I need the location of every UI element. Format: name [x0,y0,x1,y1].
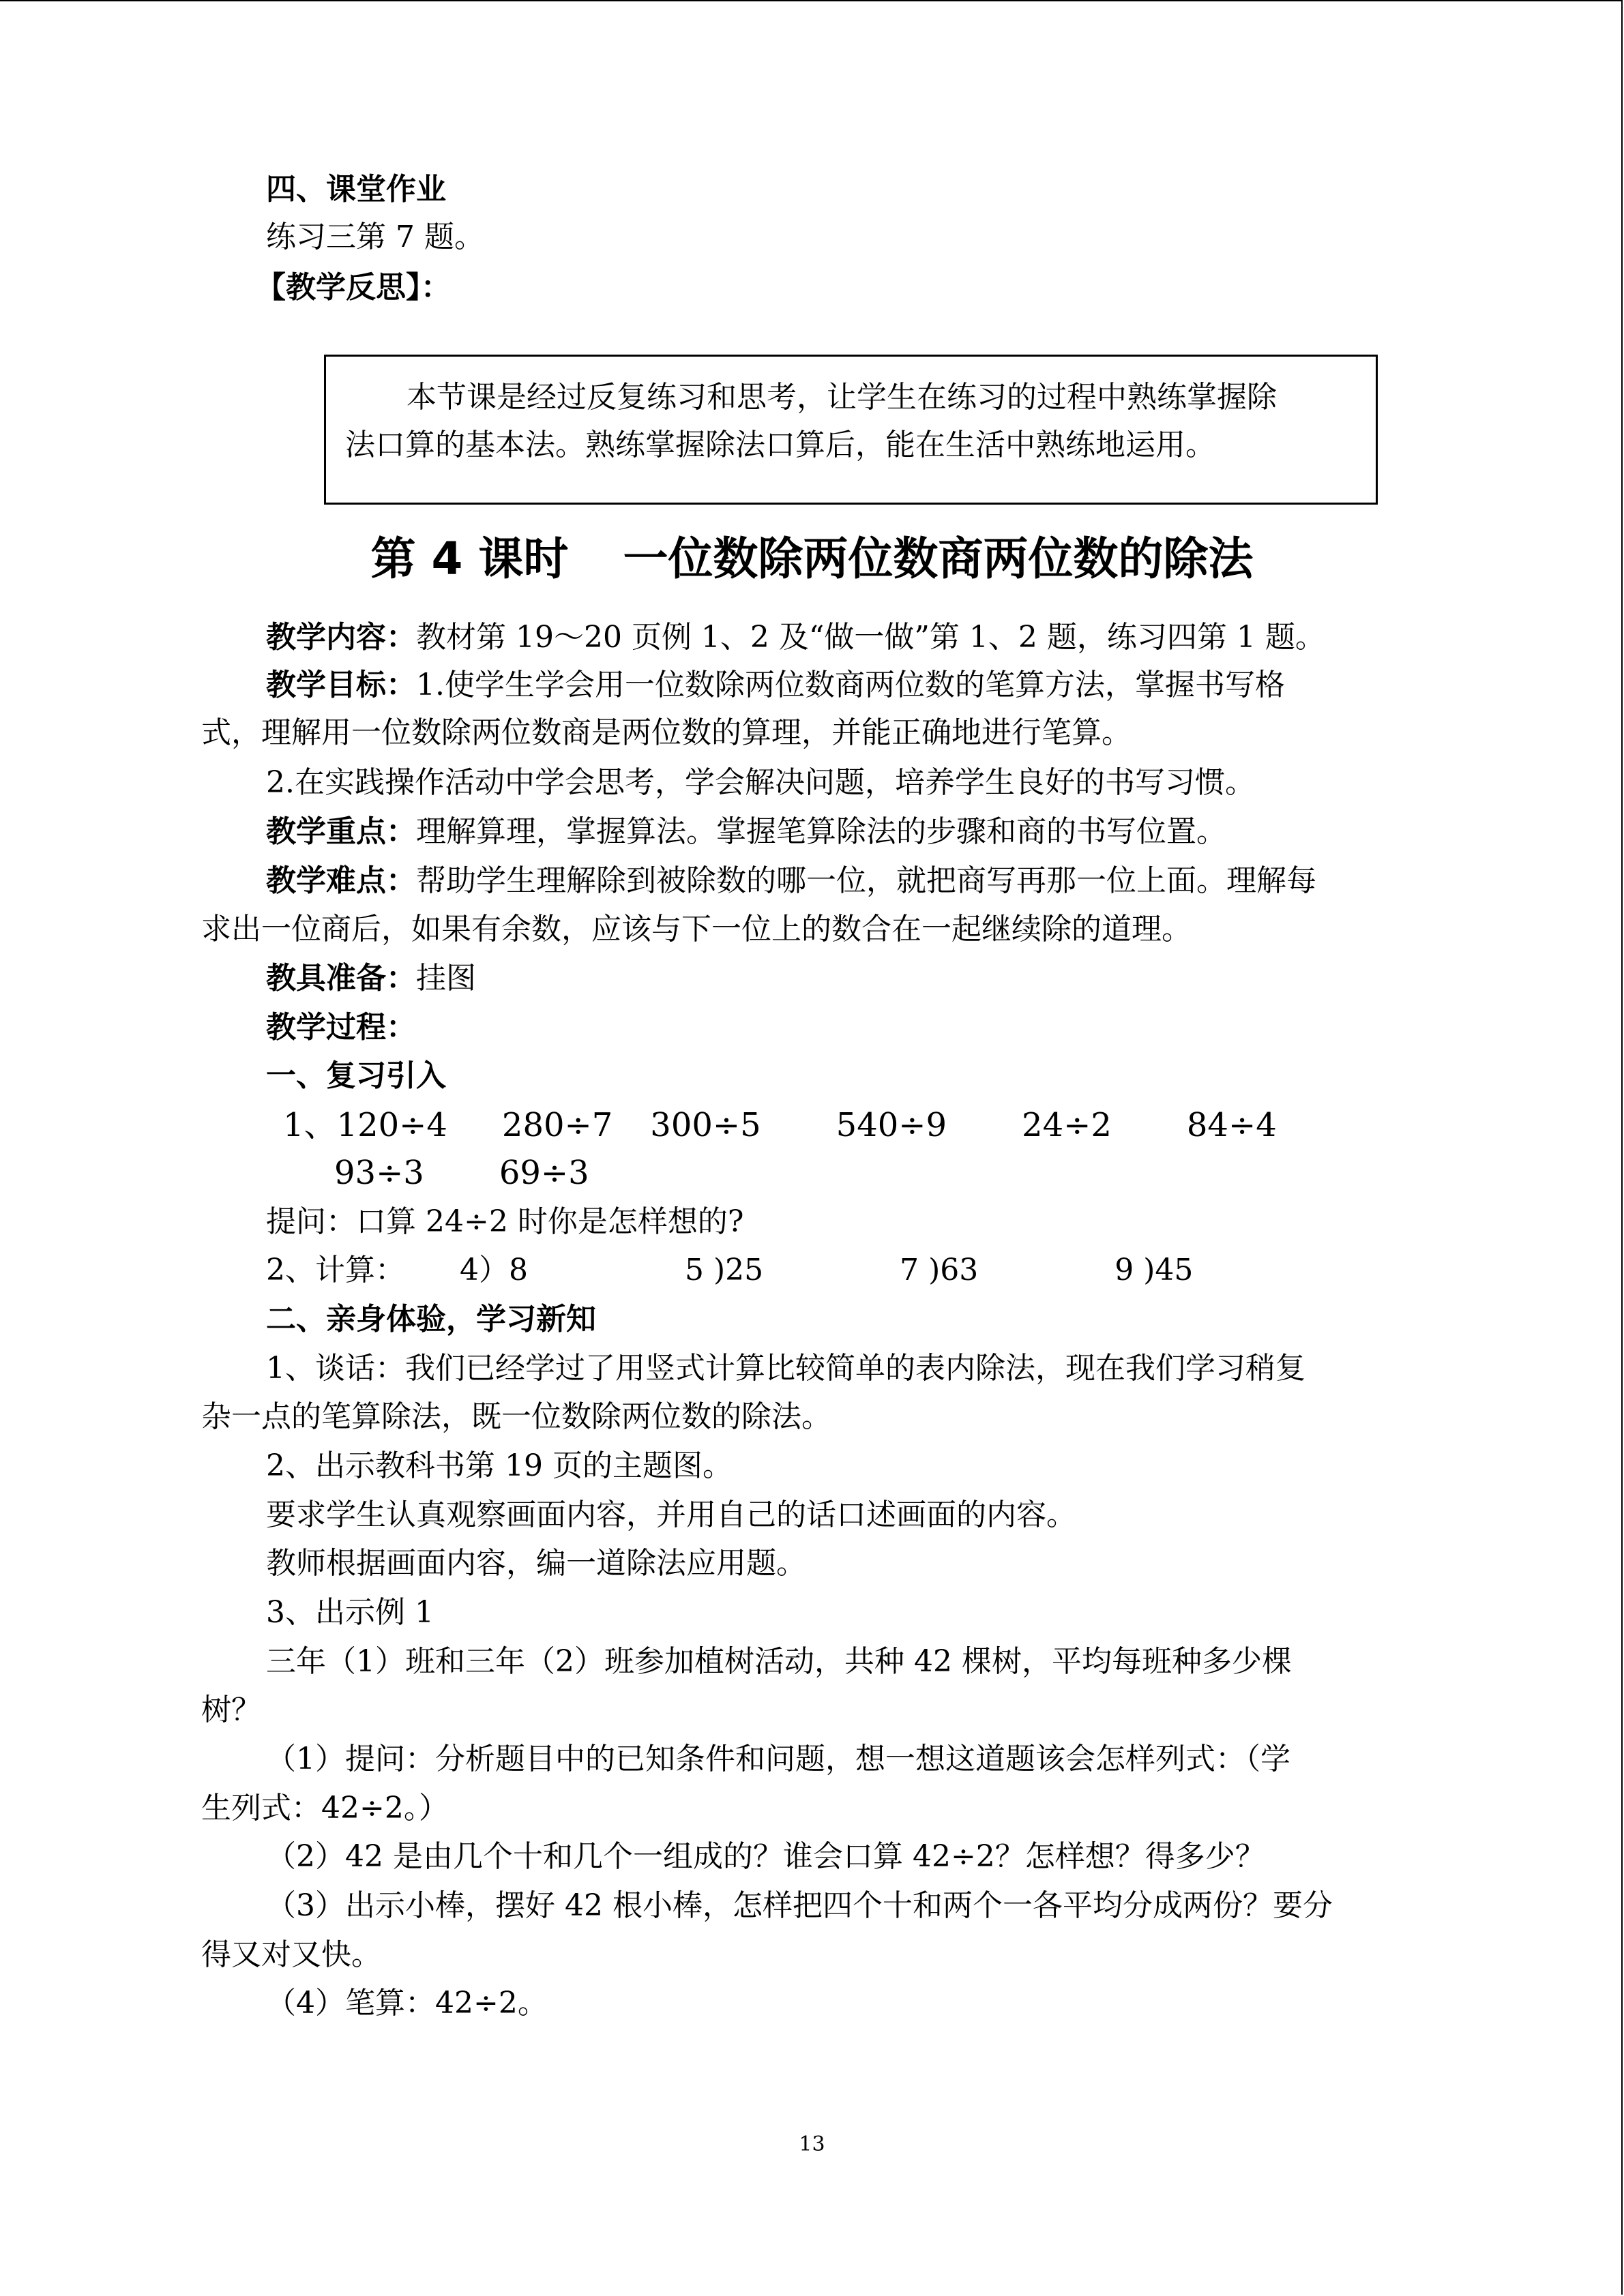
goal-line-1: 1.使学生学会用一位数除两位数商两位数的笔算方法，掌握书写格 [416,668,1285,702]
teaching-difficulty [266,861,1316,901]
review-item: 93÷3 [334,1154,424,1192]
content-label: 教学内容： [266,620,416,655]
teaching-tools [266,958,476,999]
goal-label: 教学目标： [266,668,416,702]
question-4: （4）笔算：42÷2。 [266,1986,548,2021]
teaching-key [266,811,1226,852]
question-3-line-1: （3）出示小棒，摆好 42 根小棒，怎样把四个十和两个一各平均分成两份？要分 [266,1888,1333,1923]
review-calc [266,1250,1193,1291]
difficulty-line-2: 求出一位商后，如果有余数，应该与下一位上的数合在一起继续除的道理。 [201,912,1192,946]
question-2: （2）42 是由几个十和几个一组成的？谁会口算 42÷2？怎样想？得多少？ [266,1839,1265,1874]
tools-text: 挂图 [416,961,476,996]
review-item: 300÷5 [650,1106,761,1144]
review-question: 提问：口算 24÷2 时你是怎样想的? [266,1204,744,1239]
question-1-line-2: 生列式：42÷2。） [201,1791,449,1825]
talk-line-2: 杂一点的笔算除法，既一位数除两位数的除法。 [201,1399,831,1434]
homework-text: 练习三第 7 题。 [266,220,484,254]
page-number: 13 [799,2132,825,2156]
difficulty-line-1: 帮助学生理解除到被除数的哪一位，就把商写再那一位上面。理解每 [416,863,1316,898]
calc-item: 5 )25 [685,1253,764,1287]
teacher-instruction: 教师根据画面内容，编一道除法应用题。 [266,1546,806,1581]
tools-label: 教具准备： [266,961,416,996]
goal-line-2: 式，理解用一位数除两位数商是两位数的算理，并能正确地进行笔算。 [201,715,1132,750]
question-3-line-2: 得又对又快。 [201,1937,381,1972]
review-row1-prefix: 1、 [283,1106,337,1144]
lesson-number: 第 4 课时 [370,533,569,585]
lesson-title [0,528,1624,590]
question-1-line-1: （1）提问：分析题目中的已知条件和问题，想一想这道题该会怎样列式：（学 [266,1742,1290,1776]
reflection-line-1: 本节课是经过反复练习和思考，让学生在练习的过程中熟练掌握除 [407,380,1277,415]
key-label: 教学重点： [266,814,416,849]
reflection-line-2: 法口算的基本法。熟练掌握除法口算后，能在生活中熟练地运用。 [345,428,1215,462]
difficulty-label: 教学难点： [266,863,416,898]
reflection-box [324,355,1378,505]
process-label: 教学过程： [266,1010,416,1045]
review-row-2 [334,1152,589,1193]
calc-item: 9 )45 [1114,1253,1194,1287]
calc-item: 4）8 [460,1253,528,1287]
review-item: 280÷7 [501,1106,613,1144]
show-example: 3、出示例 1 [266,1595,434,1630]
example-line-2: 树？ [201,1693,261,1727]
section4-heading: 四、课堂作业 [266,172,446,207]
lesson-title-text: 一位数除两位数商两位数的除法 [623,533,1254,585]
review-row-1 [283,1105,1277,1146]
review-item: 24÷2 [1022,1106,1112,1144]
section2-heading: 二、亲身体验，学习新知 [266,1302,596,1337]
calc-label: 2、计算： [266,1253,405,1287]
talk-line-1: 1、谈话：我们已经学过了用竖式计算比较简单的表内除法，现在我们学习稍复 [266,1351,1305,1386]
teaching-content [266,617,1325,658]
observe-instruction: 要求学生认真观察画面内容，并用自己的话口述画面的内容。 [266,1497,1076,1532]
review-item: 540÷9 [836,1106,947,1144]
review-heading: 一、复习引入 [266,1058,446,1093]
calc-item: 7 )63 [900,1253,979,1287]
review-item: 69÷3 [499,1154,589,1192]
example-line-1: 三年（1）班和三年（2）班参加植树活动，共种 42 棵树，平均每班种多少棵 [266,1644,1292,1679]
key-text: 理解算理，掌握算法。掌握笔算除法的步骤和商的书写位置。 [416,814,1226,849]
review-item: 120÷4 [336,1106,447,1144]
teaching-goal [266,665,1285,706]
review-item: 84÷4 [1186,1106,1277,1144]
goal-line-3: 2.在实践操作活动中学会思考，学会解决问题，培养学生良好的书写习惯。 [266,765,1255,800]
show-theme-picture: 2、出示教科书第 19 页的主题图。 [266,1448,733,1483]
content-text: 教材第 19～20 页例 1、2 及“做一做”第 1、2 题，练习四第 1 题。 [416,620,1325,655]
reflection-label: 【教学反思】： [256,270,451,305]
